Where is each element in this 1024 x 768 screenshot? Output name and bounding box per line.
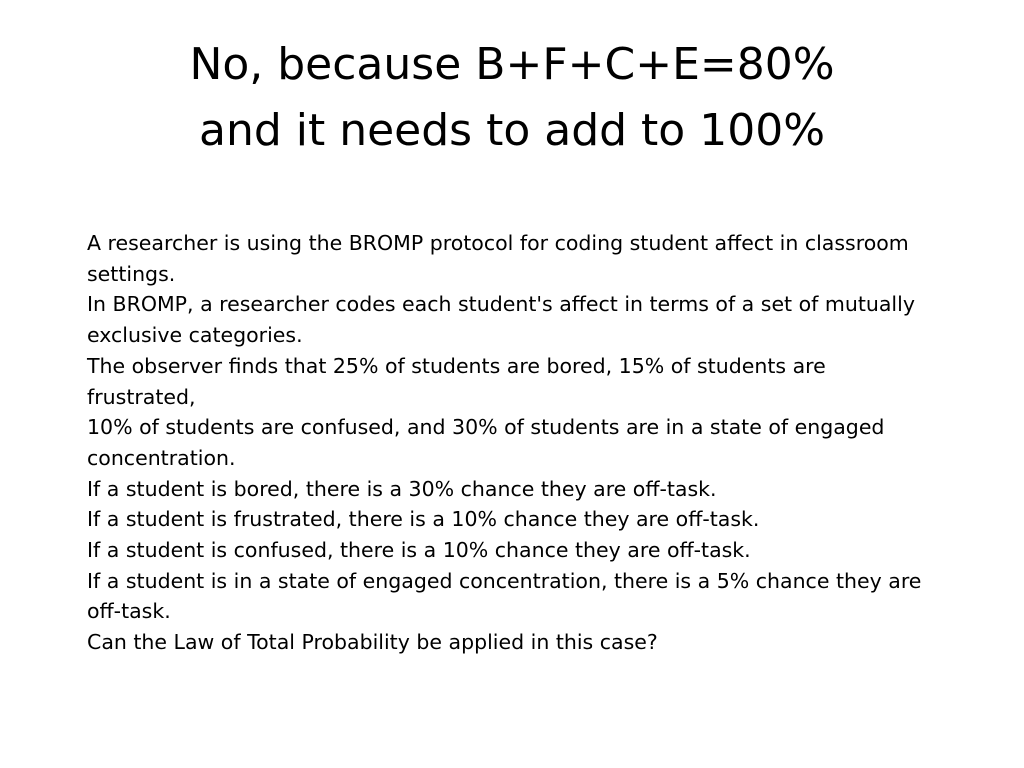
body-paragraph: The observer finds that 25% of students are bored, 15% of students are frustrated, xyxy=(87,353,826,409)
body-paragraph: In BROMP, a researcher codes each student's affect in terms of a set of mutually exclusive categories. xyxy=(87,292,915,348)
slide-title xyxy=(0,32,1024,164)
slide-body xyxy=(87,228,937,658)
title-line-2: and it needs to add to 100% xyxy=(198,105,825,156)
body-paragraph: If a student is frustrated, there is a 10% chance they are off-task. xyxy=(87,507,760,532)
body-paragraph: 10% of students are confused, and 30% of students are in a state of engaged concentration. xyxy=(87,415,885,470)
title-line-1: No, because B+F+C+E=80% xyxy=(189,39,835,90)
body-paragraph: If a student is in a state of engaged concentration, there is a 5% chance they are off-task. xyxy=(87,568,922,624)
body-paragraph: If a student is confused, there is a 10% chance they are off-task. xyxy=(87,538,751,563)
body-paragraph: A researcher is using the BROMP protocol for coding student affect in classroom settings. xyxy=(87,231,909,286)
body-paragraph: Can the Law of Total Probability be applied in this case? xyxy=(87,630,658,655)
body-paragraph: If a student is bored, there is a 30% chance they are off-task. xyxy=(87,476,717,501)
